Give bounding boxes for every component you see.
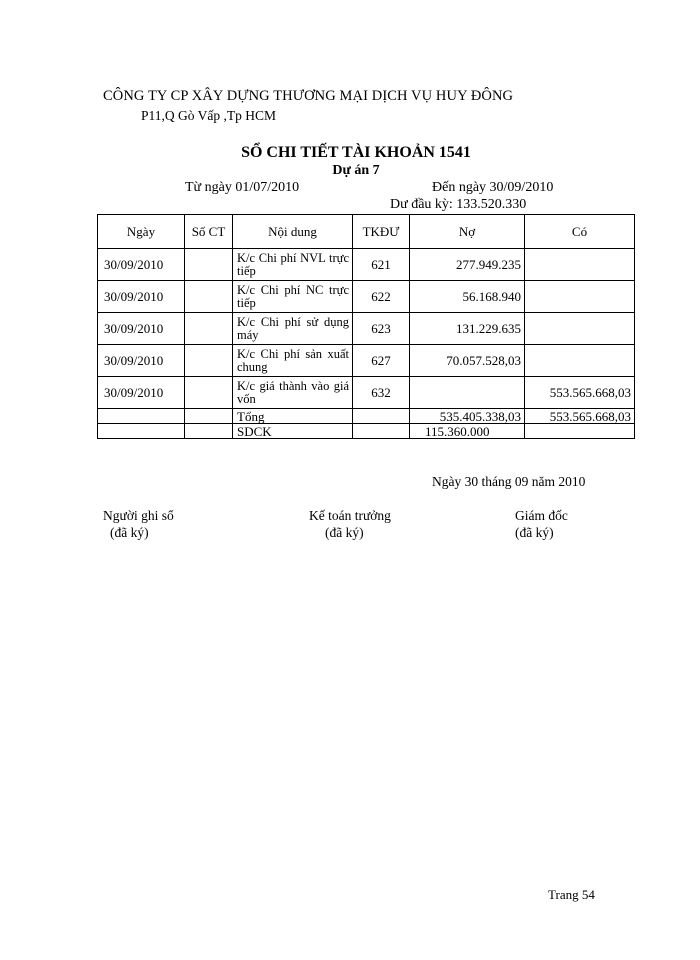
period-from: Từ ngày 01/07/2010 (185, 180, 300, 195)
total-label: Tổng (233, 409, 353, 424)
cell-date: 30/09/2010 (98, 377, 185, 409)
signer-director-status: (đã ký) (515, 525, 554, 540)
table-row (98, 345, 635, 377)
closing-balance-row (98, 424, 635, 439)
table-row (98, 313, 635, 345)
company-address: P11,Q Gò Vấp ,Tp HCM (141, 108, 277, 123)
cell-description: K/c Chi phí NC trực tiếp (233, 281, 353, 313)
table-header-row (98, 215, 635, 249)
cell-doc-no (185, 249, 233, 281)
cell-doc-no (185, 313, 233, 345)
cell-credit (525, 313, 635, 345)
signature-date: Ngày 30 tháng 09 năm 2010 (432, 474, 586, 489)
cell-counter-account: 622 (353, 281, 410, 313)
cell-counter-account: 621 (353, 249, 410, 281)
cell-doc-no (185, 281, 233, 313)
cell-doc-no (185, 345, 233, 377)
cell-credit: 553.565.668,03 (525, 377, 635, 409)
cell-date: 30/09/2010 (98, 249, 185, 281)
signer-chief-accountant-role: Kế toán trưởng (309, 508, 391, 523)
cell-date: 30/09/2010 (98, 345, 185, 377)
cell-description: K/c giá thành vào giá vốn (233, 377, 353, 409)
header-date: Ngày (98, 215, 185, 249)
total-row (98, 409, 635, 424)
cell-credit (525, 345, 635, 377)
header-doc-no: Số CT (185, 215, 233, 249)
total-debit: 535.405.338,03 (410, 409, 525, 424)
cell-empty (185, 409, 233, 424)
project-name: Dự án 7 (332, 163, 380, 178)
cell-counter-account: 632 (353, 377, 410, 409)
header-credit: Có (525, 215, 635, 249)
signer-bookkeeper-role: Người ghi sổ (103, 508, 174, 523)
closing-label: SDCK (233, 424, 353, 439)
cell-debit: 131.229.635 (410, 313, 525, 345)
cell-description: K/c Chi phí NVL trực tiếp (233, 249, 353, 281)
cell-empty (525, 424, 635, 439)
cell-description: K/c Chi phí sản xuất chung (233, 345, 353, 377)
page-title: SỔ CHI TIẾT TÀI KHOẢN 1541 (241, 144, 471, 161)
cell-empty (353, 424, 410, 439)
cell-debit: 277.949.235 (410, 249, 525, 281)
cell-debit (410, 377, 525, 409)
cell-doc-no (185, 377, 233, 409)
cell-empty (353, 409, 410, 424)
table-row (98, 249, 635, 281)
header-description: Nội dung (233, 215, 353, 249)
closing-debit: 115.360.000 (410, 424, 525, 439)
cell-date: 30/09/2010 (98, 281, 185, 313)
page-number: Trang 54 (548, 887, 595, 902)
table-row (98, 281, 635, 313)
signer-bookkeeper-status: (đã ký) (110, 525, 149, 540)
cell-empty (185, 424, 233, 439)
opening-balance: Dư đầu kỳ: 133.520.330 (390, 197, 527, 212)
cell-credit (525, 249, 635, 281)
cell-empty (98, 424, 185, 439)
cell-debit: 70.057.528,03 (410, 345, 525, 377)
company-name: CÔNG TY CP XÂY DỰNG THƯƠNG MẠI DỊCH VỤ HUY ĐÔNG (103, 88, 514, 104)
cell-credit (525, 281, 635, 313)
ledger-table (97, 214, 635, 439)
signer-director-role: Giám đốc (515, 508, 568, 523)
cell-debit: 56.168.940 (410, 281, 525, 313)
cell-date: 30/09/2010 (98, 313, 185, 345)
cell-counter-account: 623 (353, 313, 410, 345)
period-to: Đến ngày 30/09/2010 (432, 180, 554, 195)
cell-description: K/c Chi phí sử dụng máy (233, 313, 353, 345)
header-debit: Nợ (410, 215, 525, 249)
table-row (98, 377, 635, 409)
signer-chief-accountant-status: (đã ký) (325, 525, 364, 540)
cell-counter-account: 627 (353, 345, 410, 377)
cell-empty (98, 409, 185, 424)
header-counter-account: TKĐƯ (353, 215, 410, 249)
total-credit: 553.565.668,03 (525, 409, 635, 424)
